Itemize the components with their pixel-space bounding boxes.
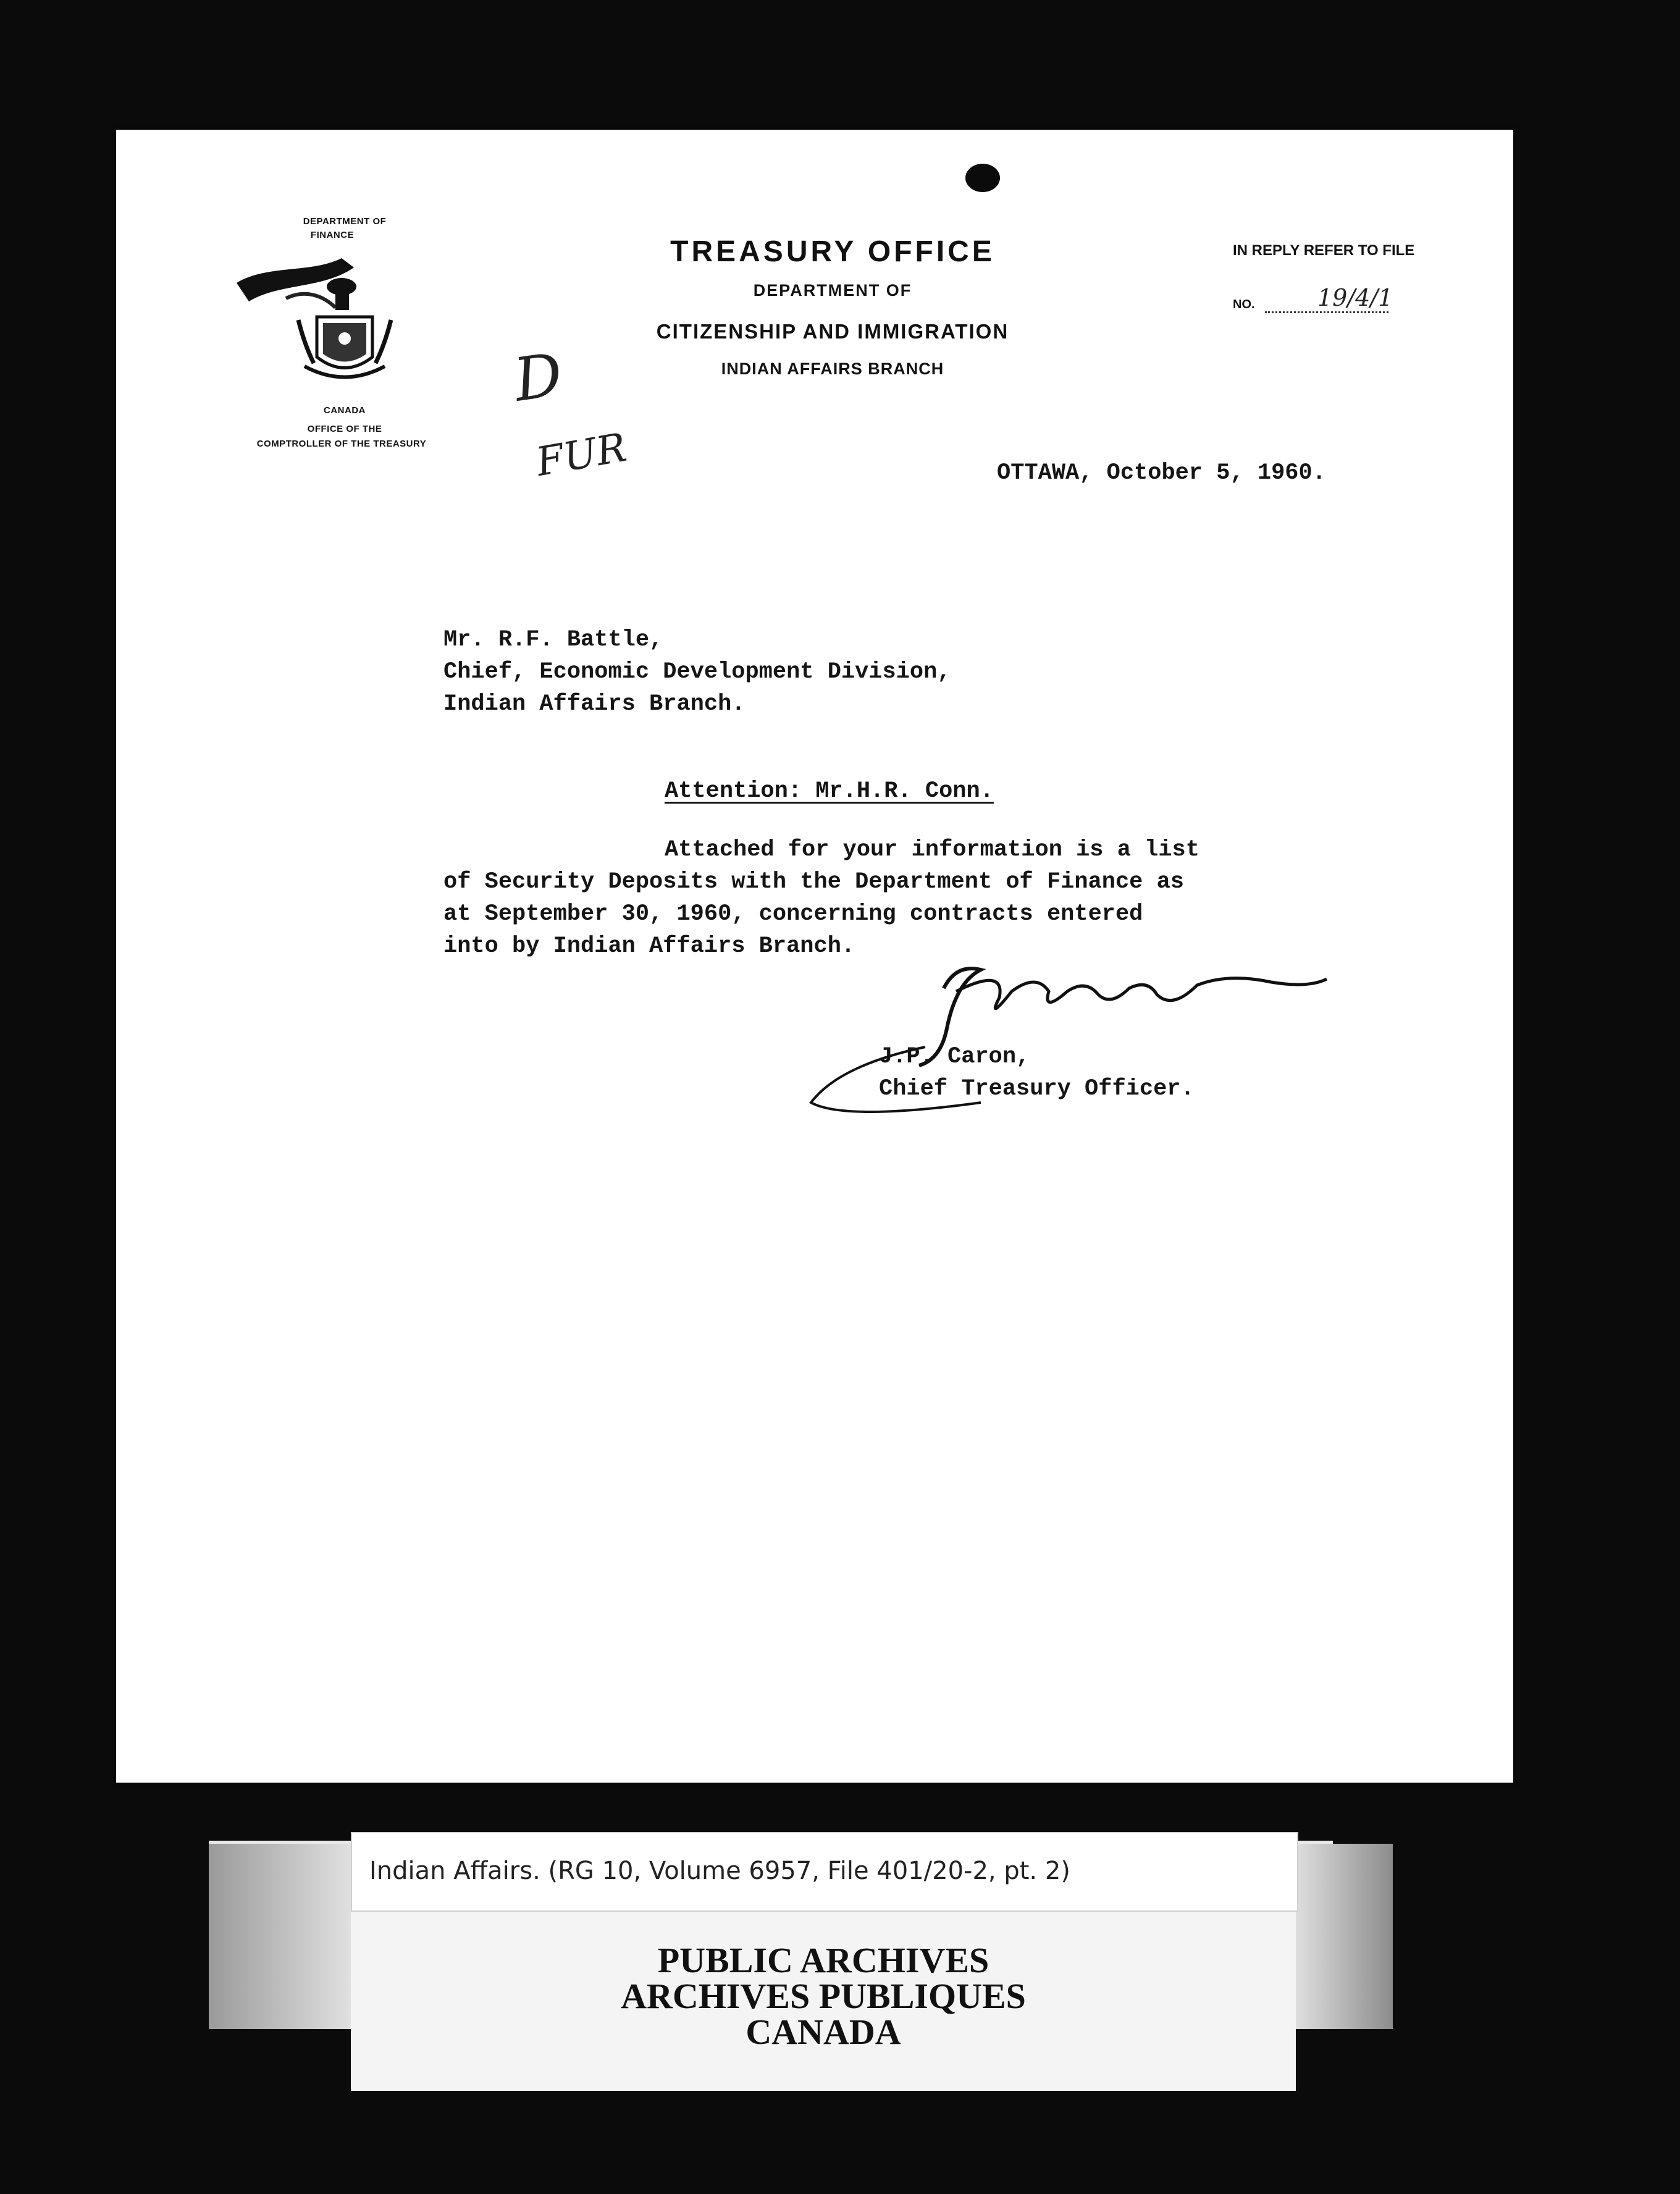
archive-reference-text: Indian Affairs. (RG 10, Volume 6957, File 401/20-2, pt. 2) [369,1857,1070,1885]
signatory-title: Chief Treasury Officer. [879,1076,1195,1102]
crest-canada-text: CANADA [324,405,366,416]
body-line-4: into by Indian Affairs Branch. [443,933,855,959]
archives-line-english: PUBLIC ARCHIVES [657,1940,989,1980]
date-line: OTTAWA, October 5, 1960. [997,460,1326,486]
reply-refer-label: IN REPLY REFER TO FILE [1233,242,1415,259]
addressee-title: Chief, Economic Development Division, [443,659,951,685]
addressee-branch: Indian Affairs Branch. [443,691,746,717]
archives-line-country: CANADA [746,2012,901,2052]
archives-stamp-card [351,1906,1296,2091]
handwritten-note-fur: FUR [532,424,630,486]
letterhead-department-name: CITIZENSHIP AND IMMIGRATION [656,320,1009,343]
coat-of-arms-crest [212,209,471,462]
archives-line-french: ARCHIVES PUBLIQUES [621,1976,1026,2016]
punch-hole [965,164,1000,192]
handwritten-note-d: D [510,340,567,415]
crest-finance-text: FINANCE [310,230,355,240]
signatory-name: J.P. Caron, [879,1044,1030,1070]
archive-label-left-edge [209,1844,351,2029]
addressee-name: Mr. R.F. Battle, [443,627,663,653]
crest-emblem-icon [212,240,471,400]
archive-label-right-edge [1294,1844,1393,2029]
letterhead-department-of: DEPARTMENT OF [753,281,912,300]
archive-reference-card [351,1832,1298,1912]
letterhead-title: TREASURY OFFICE [670,235,995,268]
body-line-3: at September 30, 1960, concerning contracts entered [443,901,1143,927]
crest-office-text: OFFICE OF THE [307,424,382,434]
crest-comptroller-text: COMPTROLLER OF THE TREASURY [256,439,427,449]
body-line-2: of Security Deposits with the Department of Finance as [443,869,1184,895]
file-number-line [1265,311,1388,313]
body-line-1: Attached for your information is a list [665,837,1199,863]
letterhead-branch: INDIAN AFFAIRS BRANCH [721,359,944,378]
file-number-label: NO. [1233,298,1255,311]
attention-line: Attention: Mr.H.R. Conn. [665,778,994,804]
crest-department-text: DEPARTMENT OF [303,216,387,227]
letter-page [116,130,1513,1783]
file-number-value: 19/4/1 [1317,284,1393,311]
